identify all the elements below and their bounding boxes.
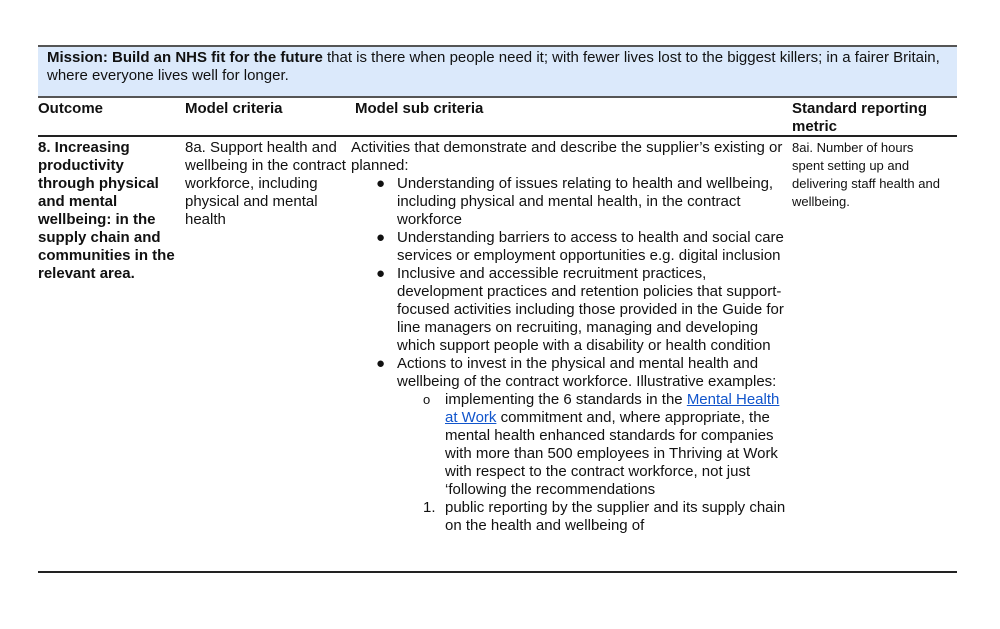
mission-title: Mission: Build an NHS fit for the future — [47, 49, 323, 66]
list-item: ● Understanding of issues relating to health and wellbeing, including physical and mental health, in the contract workforce — [376, 175, 774, 228]
list-item: ● Actions to invest in the physical and mental health and wellbeing of the contract workforce. Illustrative examples: o implementing the 6 standards in the Mental Health at Work commitment and, where appropriate, the mental health enhanced standards for companies with more than 500 employees in Thriving at Work with respect to the contract workforce, not just ‘following the recommendations 1. public reporting by the supplier and its supply chain on the health and wellbeing of — [351, 355, 791, 535]
header-model-criteria: Model criteria — [185, 100, 283, 117]
bullet-icon: ● — [376, 229, 386, 246]
table-header — [38, 98, 957, 137]
numbered-list — [423, 499, 791, 535]
table-row — [38, 137, 957, 573]
list-item: ● Inclusive and accessible recruitment practices, development practices and retention policies that support-focused activities including those provided in the Guide for line managers on recruiting, managing and developing which support people with a disability or health condition — [376, 265, 784, 354]
bullet-icon: ● — [376, 355, 386, 372]
header-reporting-metric: Standard reporting metric — [792, 100, 928, 135]
outcome-cell: 8. Increasing productivity through physical and mental wellbeing: in the supply chain and communities in the relevant area. — [38, 139, 175, 282]
mental-health-at-work-link[interactable]: Mental Health at Work — [445, 391, 780, 426]
numbered-item: 1. public reporting by the supplier and its supply chain on the health and wellbeing of — [423, 499, 786, 534]
mission-text: that is there when people need it; with fewer lives lost to the biggest killers; in a fairer Britain, where everyone lives well for longer. — [47, 49, 940, 84]
criteria-cell: 8a. Support health and wellbeing in the contract workforce, including physical and mental health — [185, 139, 346, 228]
list-item: ● Understanding barriers to access to health and social care services or employment opportunities e.g. digital inclusion — [376, 229, 784, 264]
header-model-sub-criteria: Model sub criteria — [355, 100, 484, 117]
circle-bullet-icon: o — [423, 392, 431, 407]
sub-list-item: o implementing the 6 standards in the Mental Health at Work commitment and, where appropriate, the mental health enhanced standards for companies with more than 500 employees in Thriving at Work with respect to the contract workforce, not just ‘following the recommendations 1. public reporting by the supplier and its supply chain on the health and wellbeing of — [397, 391, 791, 535]
sub-criteria-intro: Activities that demonstrate and describe the supplier’s existing or planned: — [351, 139, 783, 174]
sub-bullet-list — [423, 391, 791, 535]
bullet-list — [351, 175, 791, 535]
mission-banner — [38, 45, 957, 98]
header-outcome: Outcome — [38, 100, 104, 117]
document-page — [38, 45, 957, 573]
sub-criteria-cell — [351, 139, 791, 535]
bullet-icon: ● — [376, 175, 386, 192]
bullet-icon: ● — [376, 265, 386, 282]
metric-cell: 8ai. Number of hours spent setting up and delivering staff health and wellbeing. — [792, 140, 940, 209]
